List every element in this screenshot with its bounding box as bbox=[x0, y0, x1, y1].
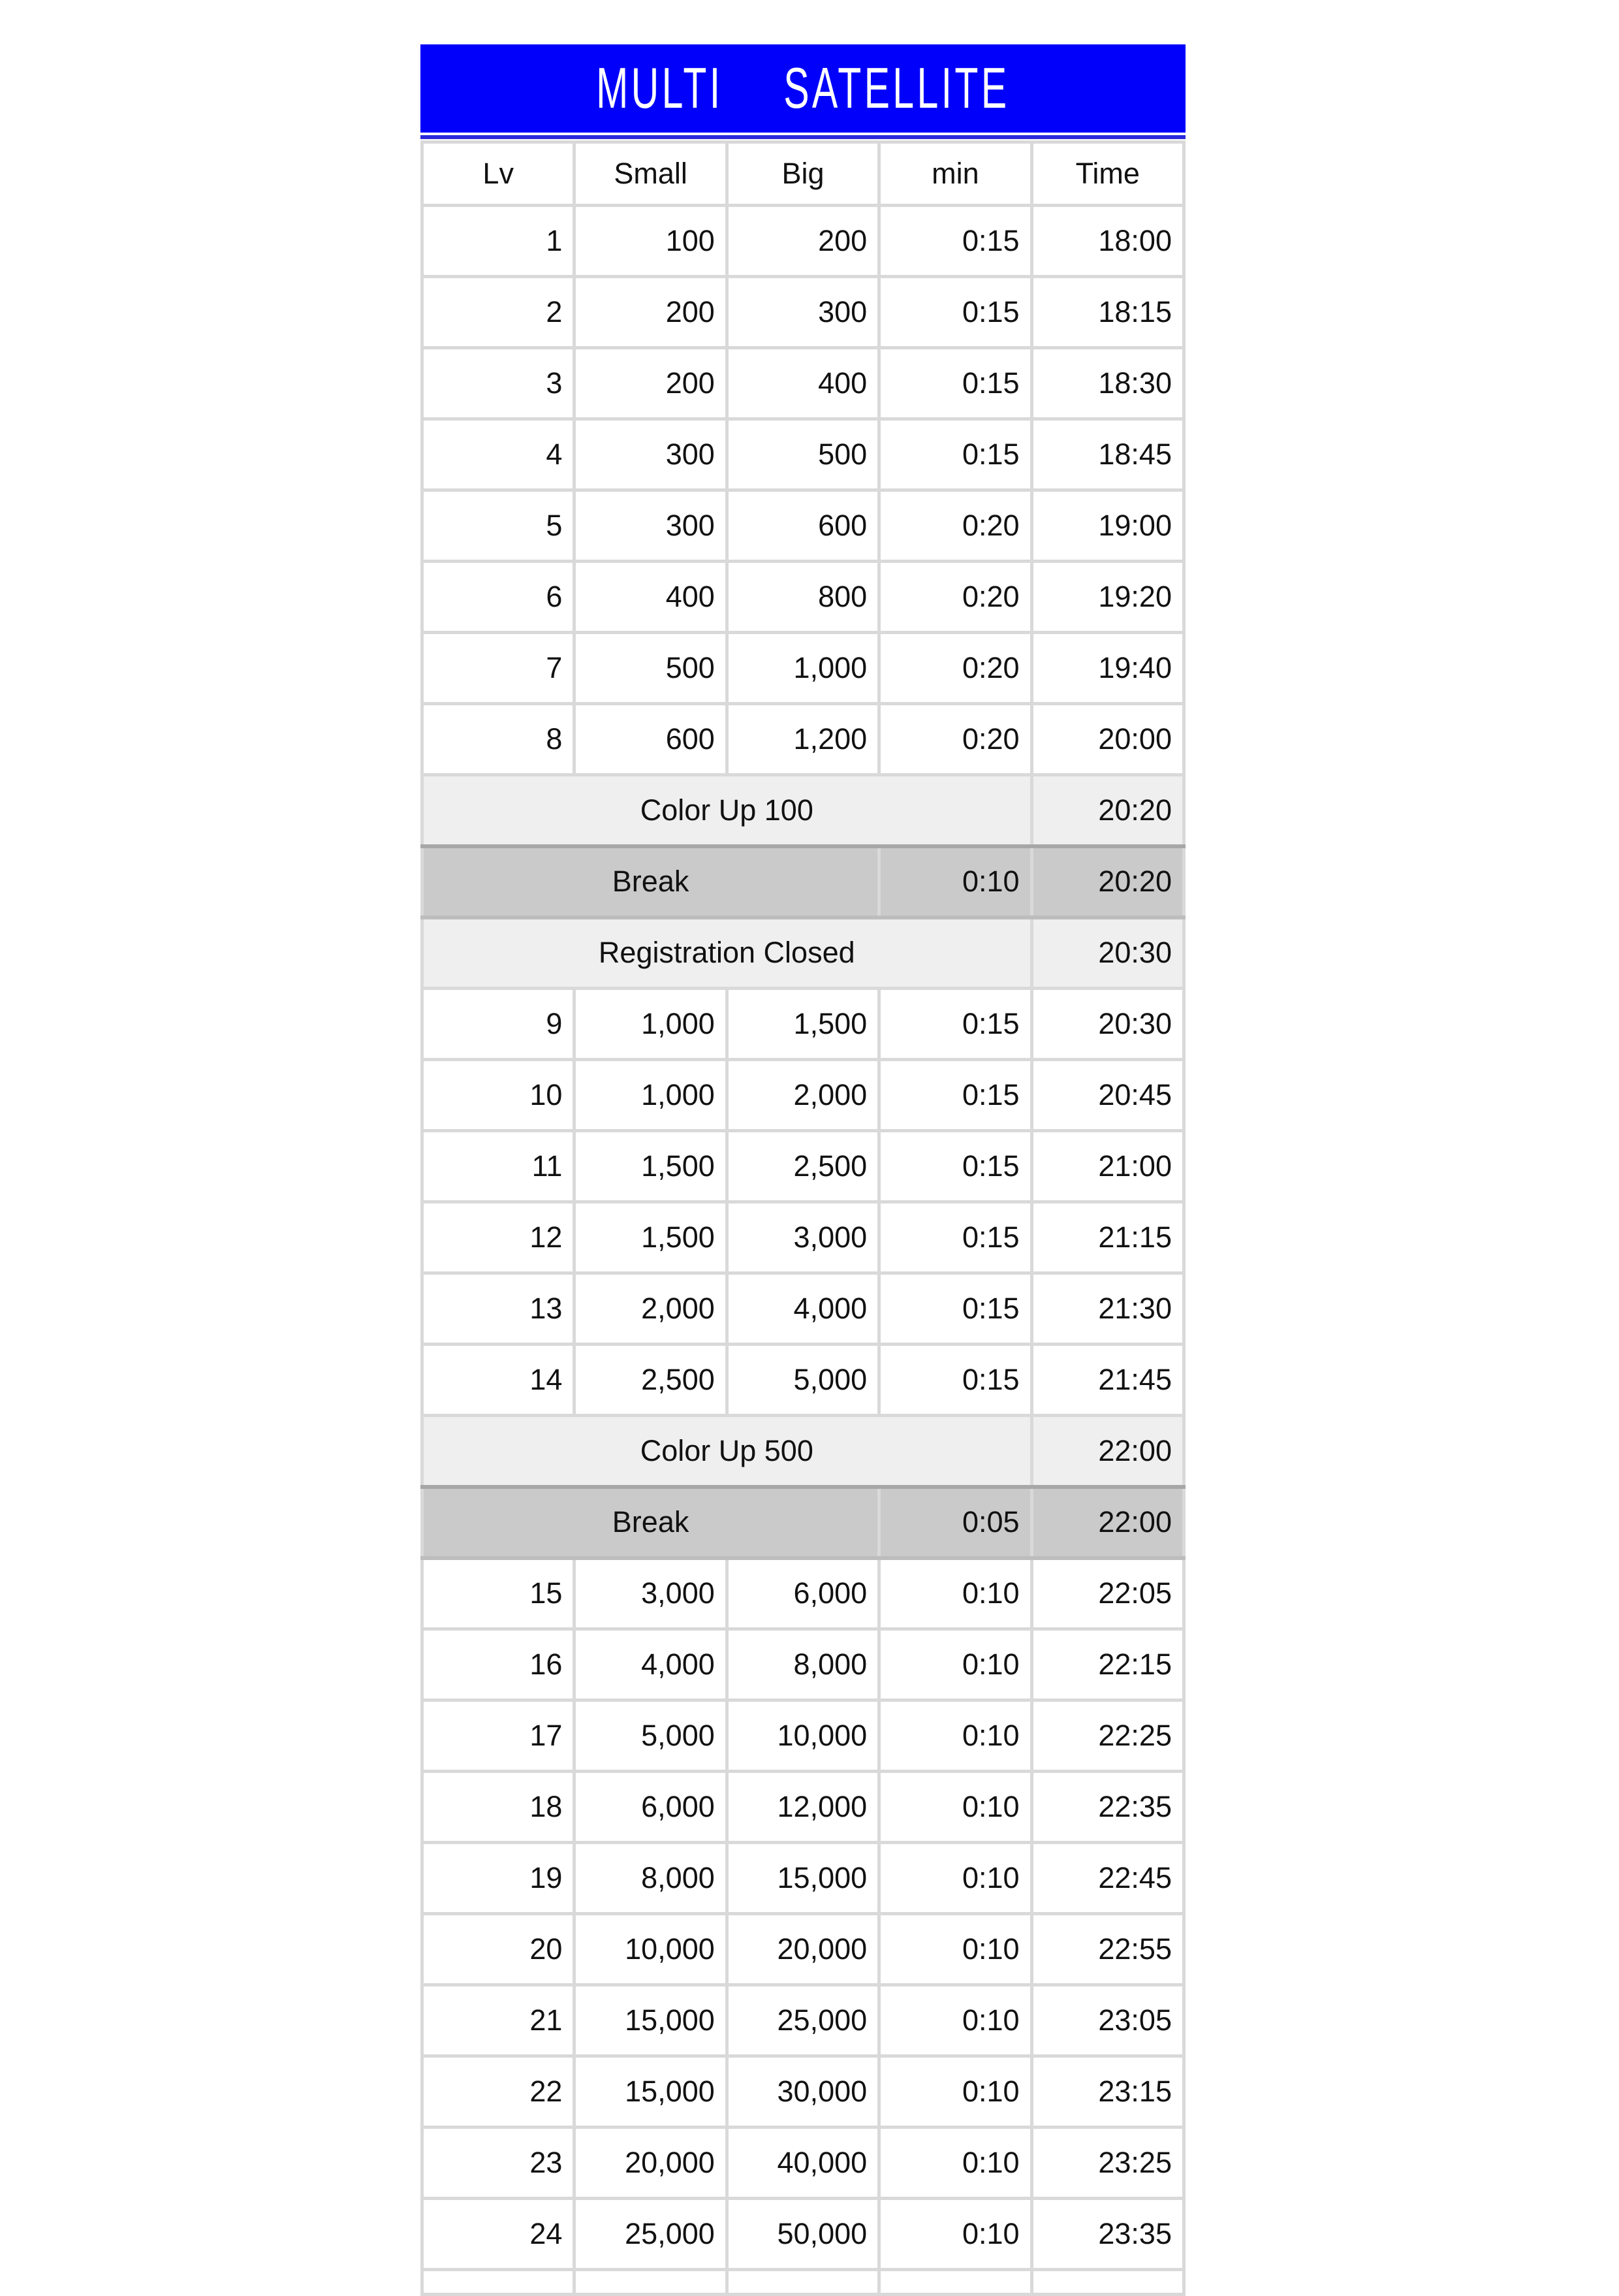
col-header-big-blind: Big bbox=[727, 142, 879, 206]
cell-big-blind: 2,500 bbox=[727, 1131, 879, 1202]
cell-duration: 0:15 bbox=[879, 1202, 1031, 1273]
cell-time: 22:15 bbox=[1031, 1629, 1184, 1700]
level-row-1 bbox=[422, 206, 1184, 277]
cell-small-blind: 5,000 bbox=[574, 1700, 727, 1772]
cell-small-blind: 2,500 bbox=[574, 1345, 727, 1416]
level-row-4 bbox=[422, 419, 1184, 490]
cell-time: 18:45 bbox=[1031, 419, 1184, 490]
cell-time: 23:35 bbox=[1031, 2199, 1184, 2270]
cell-duration: 0:10 bbox=[879, 2199, 1031, 2270]
cell-duration: 0:15 bbox=[879, 1060, 1031, 1131]
cell-time: 21:00 bbox=[1031, 1131, 1184, 1202]
cell-big-blind: 6,000 bbox=[727, 1558, 879, 1629]
cell-big-blind: 5,000 bbox=[727, 1345, 879, 1416]
col-header-minutes: min bbox=[879, 142, 1031, 206]
cell-duration: 0:10 bbox=[879, 1914, 1031, 1985]
level-row-23 bbox=[422, 2128, 1184, 2199]
cell-level: 1 bbox=[422, 206, 574, 277]
cell-level: 22 bbox=[422, 2056, 574, 2128]
cell-time: 22:00 bbox=[1031, 1487, 1184, 1558]
cell-duration: 0:20 bbox=[879, 633, 1031, 704]
cell-time: 21:30 bbox=[1031, 1273, 1184, 1345]
cell-small-blind: 200 bbox=[574, 277, 727, 348]
level-row-2 bbox=[422, 277, 1184, 348]
col-header-level: Lv bbox=[422, 142, 574, 206]
cell-time: 22:35 bbox=[1031, 1772, 1184, 1843]
cell-big-blind: 10,000 bbox=[727, 1700, 879, 1772]
cell-colorup-label: Color Up 500 bbox=[422, 1416, 1032, 1487]
cell-time: 23:25 bbox=[1031, 2128, 1184, 2199]
cell-small-blind: 3,000 bbox=[574, 1558, 727, 1629]
cell-duration: 0:15 bbox=[879, 1273, 1031, 1345]
level-row-14 bbox=[422, 1345, 1184, 1416]
cell-level: 16 bbox=[422, 1629, 574, 1700]
cell-level: 20 bbox=[422, 1914, 574, 1985]
header-row bbox=[422, 142, 1184, 206]
break-row bbox=[422, 1487, 1184, 1558]
level-row-9 bbox=[422, 989, 1184, 1060]
cell-small-blind: 400 bbox=[574, 562, 727, 633]
cell-time: 19:00 bbox=[1031, 490, 1184, 562]
level-row-10 bbox=[422, 1060, 1184, 1131]
cell-big-blind: 2,000 bbox=[727, 1060, 879, 1131]
cell-duration: 0:10 bbox=[879, 2128, 1031, 2199]
cell-colorup-label: Color Up 100 bbox=[422, 775, 1032, 846]
cell-time: 18:30 bbox=[1031, 348, 1184, 419]
cell-big-blind: 50,000 bbox=[727, 2199, 879, 2270]
cell-level: 10 bbox=[422, 1060, 574, 1131]
cell-big-blind: 15,000 bbox=[727, 1843, 879, 1914]
cell-big-blind: 25,000 bbox=[727, 1985, 879, 2056]
cell-level: 7 bbox=[422, 633, 574, 704]
cell-small-blind: 15,000 bbox=[574, 2056, 727, 2128]
cell-duration: 0:10 bbox=[879, 1985, 1031, 2056]
cell-small-blind: 8,000 bbox=[574, 1843, 727, 1914]
level-row-16 bbox=[422, 1629, 1184, 1700]
cell-duration: 0:10 bbox=[879, 1772, 1031, 1843]
cell-break-label: Break bbox=[422, 846, 879, 917]
cell-time: 20:30 bbox=[1031, 989, 1184, 1060]
level-row-22 bbox=[422, 2056, 1184, 2128]
col-header-time: Time bbox=[1031, 142, 1184, 206]
cell-small-blind: 600 bbox=[574, 704, 727, 775]
cell-time: 19:20 bbox=[1031, 562, 1184, 633]
cell-level: 23 bbox=[422, 2128, 574, 2199]
cell-time: 20:20 bbox=[1031, 775, 1184, 846]
cell-level: 24 bbox=[422, 2199, 574, 2270]
level-row-17 bbox=[422, 1700, 1184, 1772]
cell-small-blind: 25,000 bbox=[574, 2199, 727, 2270]
level-row-18 bbox=[422, 1772, 1184, 1843]
level-row-15 bbox=[422, 1558, 1184, 1629]
cell-level: 4 bbox=[422, 419, 574, 490]
cell-time: 23:15 bbox=[1031, 2056, 1184, 2128]
cell-duration: 0:10 bbox=[879, 1558, 1031, 1629]
blind-structure-table bbox=[420, 140, 1186, 2296]
cell-time: 21:45 bbox=[1031, 1345, 1184, 1416]
cell-duration: 0:15 bbox=[879, 277, 1031, 348]
level-row-13 bbox=[422, 1273, 1184, 1345]
cell-big-blind: 800 bbox=[727, 562, 879, 633]
cell-time: 20:00 bbox=[1031, 704, 1184, 775]
cell-level: 17 bbox=[422, 1700, 574, 1772]
cell-big-blind: 3,000 bbox=[727, 1202, 879, 1273]
cell-duration: 0:15 bbox=[879, 1131, 1031, 1202]
level-row-24 bbox=[422, 2199, 1184, 2270]
level-row-20 bbox=[422, 1914, 1184, 1985]
cell-level: 14 bbox=[422, 1345, 574, 1416]
cell-level: 15 bbox=[422, 1558, 574, 1629]
cell-big-blind: 8,000 bbox=[727, 1629, 879, 1700]
cell-duration: 0:10 bbox=[879, 1700, 1031, 1772]
level-row-8 bbox=[422, 704, 1184, 775]
cell-small-blind: 1,500 bbox=[574, 1131, 727, 1202]
cell-big-blind: 600 bbox=[727, 490, 879, 562]
cell-big-blind: 20,000 bbox=[727, 1914, 879, 1985]
colorup-row bbox=[422, 1416, 1184, 1487]
cell-duration: 0:10 bbox=[879, 1843, 1031, 1914]
cell-big-blind: 500 bbox=[727, 419, 879, 490]
cell-big-blind: 1,000 bbox=[727, 633, 879, 704]
cell-big-blind: 4,000 bbox=[727, 1273, 879, 1345]
cell-small-blind: 10,000 bbox=[574, 1914, 727, 1985]
cell-time: 20:45 bbox=[1031, 1060, 1184, 1131]
cell-small-blind: 1,500 bbox=[574, 1202, 727, 1273]
level-row-11 bbox=[422, 1131, 1184, 1202]
cell-small-blind: 1,000 bbox=[574, 989, 727, 1060]
level-row-12 bbox=[422, 1202, 1184, 1273]
cell-time: 22:45 bbox=[1031, 1843, 1184, 1914]
cell-big-blind: 1,200 bbox=[727, 704, 879, 775]
cell-duration: 0:15 bbox=[879, 1345, 1031, 1416]
cell-duration: 0:20 bbox=[879, 490, 1031, 562]
col-header-small-blind: Small bbox=[574, 142, 727, 206]
title-banner bbox=[420, 44, 1186, 133]
cell-duration: 0:10 bbox=[879, 846, 1031, 917]
cell-level: 6 bbox=[422, 562, 574, 633]
tournament-structure-sheet bbox=[420, 44, 1186, 2296]
cell-level: 2 bbox=[422, 277, 574, 348]
cell-big-blind: 200 bbox=[727, 206, 879, 277]
cell-big-blind: 30,000 bbox=[727, 2056, 879, 2128]
cell-duration: 0:15 bbox=[879, 989, 1031, 1060]
cell-duration: 0:20 bbox=[879, 704, 1031, 775]
cell-time: 22:25 bbox=[1031, 1700, 1184, 1772]
cell-level: 13 bbox=[422, 1273, 574, 1345]
cell-small-blind: 200 bbox=[574, 348, 727, 419]
cell-small-blind: 20,000 bbox=[574, 2128, 727, 2199]
cell-big-blind: 300 bbox=[727, 277, 879, 348]
cell-time: 20:20 bbox=[1031, 846, 1184, 917]
page-title: MULTI SATELLITE bbox=[596, 56, 1010, 121]
level-row-6 bbox=[422, 562, 1184, 633]
cell-time: 19:40 bbox=[1031, 633, 1184, 704]
cell-level: 3 bbox=[422, 348, 574, 419]
cell-small-blind: 500 bbox=[574, 633, 727, 704]
cell-big-blind: 40,000 bbox=[727, 2128, 879, 2199]
cell-small-blind: 100 bbox=[574, 206, 727, 277]
cell-small-blind: 2,000 bbox=[574, 1273, 727, 1345]
level-row-3 bbox=[422, 348, 1184, 419]
regclosed-row bbox=[422, 917, 1184, 989]
cell-time: 22:05 bbox=[1031, 1558, 1184, 1629]
cell-small-blind: 6,000 bbox=[574, 1772, 727, 1843]
cell-level: 12 bbox=[422, 1202, 574, 1273]
cell-duration: 0:05 bbox=[879, 1487, 1031, 1558]
level-row-21 bbox=[422, 1985, 1184, 2056]
cell-small-blind: 1,000 bbox=[574, 1060, 727, 1131]
cell-time: 23:05 bbox=[1031, 1985, 1184, 2056]
cell-duration: 0:15 bbox=[879, 348, 1031, 419]
cell-small-blind: 300 bbox=[574, 419, 727, 490]
cell-duration: 0:15 bbox=[879, 419, 1031, 490]
cell-duration: 0:10 bbox=[879, 1629, 1031, 1700]
break-row bbox=[422, 846, 1184, 917]
cell-time: 20:30 bbox=[1031, 917, 1184, 989]
cell-time: 18:00 bbox=[1031, 206, 1184, 277]
cell-big-blind: 12,000 bbox=[727, 1772, 879, 1843]
cell-duration: 0:10 bbox=[879, 2056, 1031, 2128]
level-row-7 bbox=[422, 633, 1184, 704]
level-row-5 bbox=[422, 490, 1184, 562]
cell-level: 5 bbox=[422, 490, 574, 562]
cell-big-blind: 1,500 bbox=[727, 989, 879, 1060]
cell-duration: 0:20 bbox=[879, 562, 1031, 633]
title-underline bbox=[420, 135, 1186, 139]
cell-level: 21 bbox=[422, 1985, 574, 2056]
level-row-19 bbox=[422, 1843, 1184, 1914]
cell-small-blind: 15,000 bbox=[574, 1985, 727, 2056]
cell-time: 22:55 bbox=[1031, 1914, 1184, 1985]
cell-break-label: Break bbox=[422, 1487, 879, 1558]
cell-registration-closed-label: Registration Closed bbox=[422, 917, 1032, 989]
cell-small-blind: 300 bbox=[574, 490, 727, 562]
cell-time: 18:15 bbox=[1031, 277, 1184, 348]
cell-time: 21:15 bbox=[1031, 1202, 1184, 1273]
cell-big-blind: 400 bbox=[727, 348, 879, 419]
cell-level: 8 bbox=[422, 704, 574, 775]
cell-level: 19 bbox=[422, 1843, 574, 1914]
colorup-row bbox=[422, 775, 1184, 846]
cell-level: 9 bbox=[422, 989, 574, 1060]
cell-duration: 0:15 bbox=[879, 206, 1031, 277]
cell-small-blind: 4,000 bbox=[574, 1629, 727, 1700]
cell-time: 22:00 bbox=[1031, 1416, 1184, 1487]
cell-level: 18 bbox=[422, 1772, 574, 1843]
cell-level: 11 bbox=[422, 1131, 574, 1202]
